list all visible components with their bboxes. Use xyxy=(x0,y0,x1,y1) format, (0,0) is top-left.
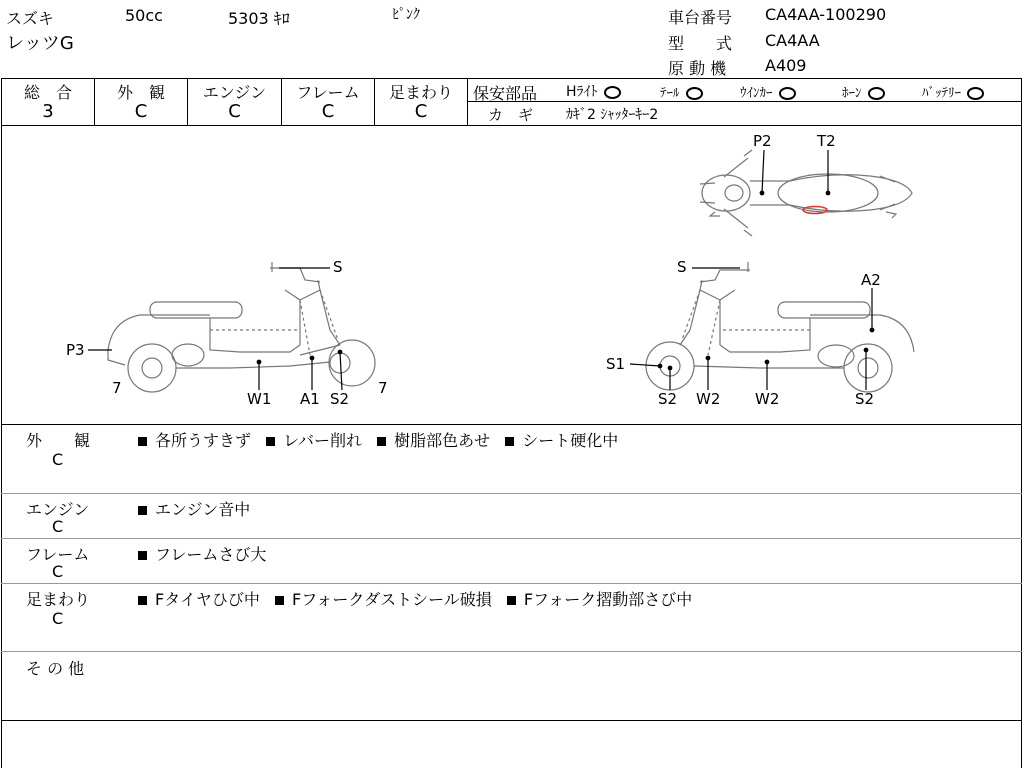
diagram-label: W2 xyxy=(755,390,780,408)
bullet-square-icon xyxy=(138,596,147,605)
notes-items: Fタイヤひび中 Fフォークダストシール破損 Fフォーク摺動部さび中 xyxy=(138,587,692,610)
frame-no-label: 車台番号 xyxy=(668,8,733,27)
mileage: 5303 ｷﾛ xyxy=(228,9,290,28)
notes-items: エンジン音中 xyxy=(138,497,250,520)
safety-item-horn: ﾎｰﾝ xyxy=(842,82,885,101)
safety-label: 保安部品 xyxy=(473,84,538,103)
diagram-label: P2 xyxy=(753,132,772,150)
notes-grade: C xyxy=(52,609,64,628)
bullet-square-icon xyxy=(266,437,275,446)
diagram-label: S2 xyxy=(855,390,875,408)
grade-label: エンジン xyxy=(202,83,267,102)
grade-label: 外 観 xyxy=(116,83,165,102)
bullet-square-icon xyxy=(275,596,284,605)
frame-no: CA4AA-100290 xyxy=(765,5,887,24)
diagram-label: S xyxy=(333,258,343,276)
key-value: ｶｷﾞ2 ｼｬｯﾀｰｷｰ2 xyxy=(566,107,659,123)
diagram-label: S xyxy=(677,258,687,276)
diagram-label: 7 xyxy=(378,379,388,397)
body-color: ﾋﾟﾝｸ xyxy=(392,7,420,23)
key-label: カ ギ xyxy=(488,106,534,124)
diagram-label: W1 xyxy=(247,390,272,408)
grade-value: C xyxy=(321,101,335,122)
notes-category: 足まわり xyxy=(26,590,91,609)
notes-category: フレーム xyxy=(26,545,90,564)
notes-grade: C xyxy=(52,517,64,536)
grade-value: C xyxy=(228,101,241,122)
model-name: レッツG xyxy=(6,33,74,54)
type-value: CA4AA xyxy=(765,31,820,50)
engine-value: A409 xyxy=(765,56,807,75)
grade-label: 足まわり xyxy=(388,83,453,102)
bullet-square-icon xyxy=(138,506,147,515)
notes-category: 外 観 xyxy=(26,431,91,450)
scooter-top-view xyxy=(700,150,912,236)
grade-label: 総 合 xyxy=(23,83,72,102)
diagram-label: P3 xyxy=(66,341,85,359)
diagram-label: A2 xyxy=(861,271,881,289)
safety-item-tail: ﾃｰﾙ xyxy=(660,82,703,101)
diagram-label: A1 xyxy=(300,390,320,408)
notes-grade: C xyxy=(52,450,64,469)
notes-category: そ の 他 xyxy=(26,659,85,678)
bullet-square-icon xyxy=(138,437,147,446)
bullet-square-icon xyxy=(138,551,147,560)
bullet-square-icon xyxy=(505,437,514,446)
maker: スズキ xyxy=(6,9,55,28)
notes-items: フレームさび大 xyxy=(138,542,266,565)
scooter-left-view xyxy=(108,262,375,392)
bullet-square-icon xyxy=(507,596,516,605)
grade-label: フレーム xyxy=(296,83,360,102)
type-label: 型 式 xyxy=(668,34,733,53)
grade-value: C xyxy=(134,101,148,122)
diagram-label: W2 xyxy=(696,390,721,408)
engine-label: 原 動 機 xyxy=(668,59,727,78)
diagram-label: 7 xyxy=(112,379,122,397)
diagram-label: S2 xyxy=(330,390,350,408)
grade-value: C xyxy=(414,101,428,122)
diagram-label: S1 xyxy=(606,355,626,373)
displacement: 50cc xyxy=(125,6,163,25)
diagram-label: S2 xyxy=(658,390,678,408)
diagram-label: T2 xyxy=(817,132,836,150)
notes-grade: C xyxy=(52,562,64,581)
notes-items: 各所うすきず レバー削れ 樹脂部色あせ シート硬化中 xyxy=(138,428,618,451)
grade-value: 3 xyxy=(42,101,54,122)
safety-item-battery: ﾊﾞｯﾃﾘｰ xyxy=(922,82,984,101)
safety-item-winker: ｳｲﾝｶｰ xyxy=(740,82,796,101)
bullet-square-icon xyxy=(377,437,386,446)
notes-category: エンジン xyxy=(26,500,90,519)
safety-item-headlight: Hﾗｲﾄ xyxy=(566,81,621,101)
